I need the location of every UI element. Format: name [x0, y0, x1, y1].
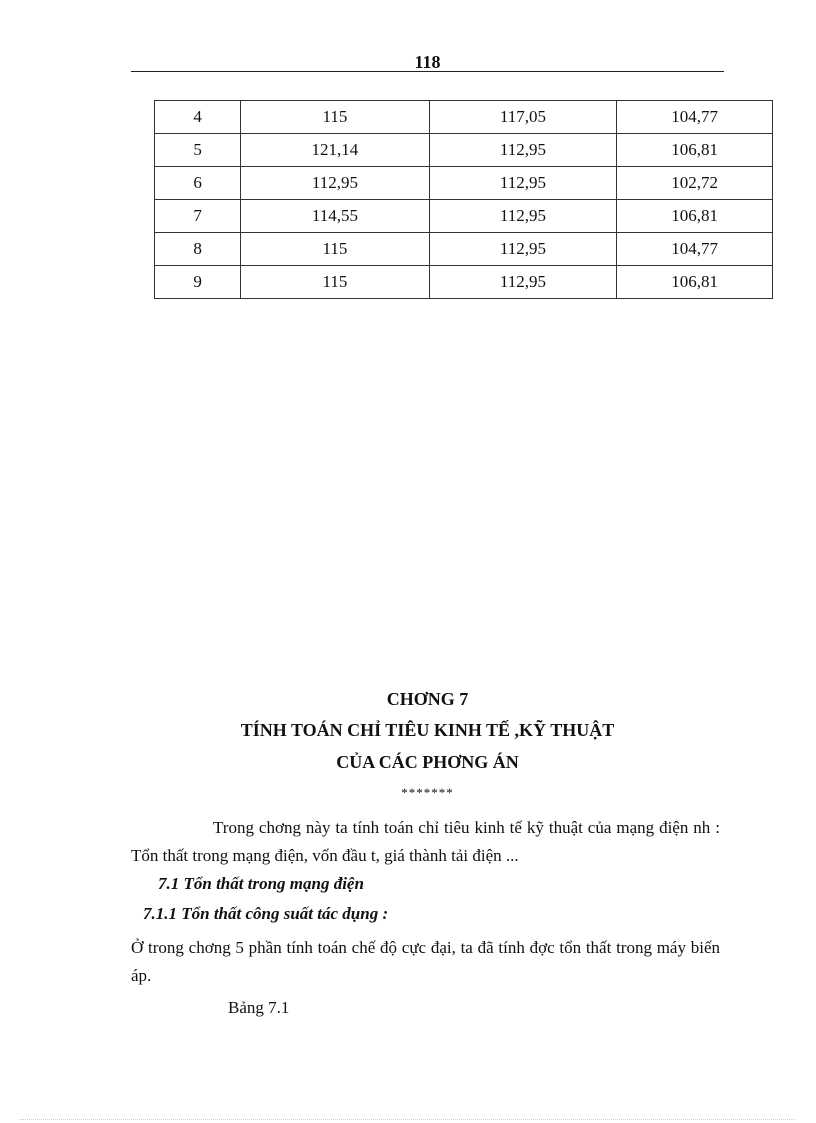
chapter-separator: ******* — [401, 785, 454, 800]
chapter-title-line-2: CỦA CÁC PHƠNG ÁN — [336, 752, 519, 772]
section-heading: 7.1 Tổn thất trong mạng điện — [158, 874, 364, 893]
table-cell: 112,95 — [429, 200, 616, 233]
intro-paragraph: Trong chơng này ta tính toán chỉ tiêu kinh tế kỹ thuật của mạng điện nh : Tổn thất trong mạng điện, vốn đầu t, giá thành tải điện ... — [131, 818, 720, 865]
table-row — [155, 101, 773, 134]
chapter-title-line-1: TÍNH TOÁN CHỈ TIÊU KINH TẾ ,KỸ THUẬT — [240, 720, 615, 740]
table-caption: Bảng 7.1 — [228, 998, 290, 1017]
table-cell: 115 — [241, 101, 429, 134]
table-cell: 104,77 — [617, 101, 773, 134]
table-cell: 106,81 — [617, 134, 773, 167]
table-cell: 9 — [155, 266, 241, 299]
page-number: 118 — [414, 52, 441, 72]
table-cell: 4 — [155, 101, 241, 134]
table-cell: 8 — [155, 233, 241, 266]
table-cell: 7 — [155, 200, 241, 233]
table-cell: 115 — [241, 266, 429, 299]
table-cell: 112,95 — [429, 134, 616, 167]
table-cell: 106,81 — [617, 200, 773, 233]
table-cell: 112,95 — [429, 233, 616, 266]
table-cell: 6 — [155, 167, 241, 200]
body-paragraph: Ở trong chơng 5 phần tính toán chế độ cực đại, ta đã tính đợc tổn thất trong máy biến áp. — [131, 938, 720, 985]
table-cell: 114,55 — [241, 200, 429, 233]
table-cell: 5 — [155, 134, 241, 167]
chapter-label: CHƠNG 7 — [386, 689, 469, 709]
table-cell: 121,14 — [241, 134, 429, 167]
table-row — [155, 266, 773, 299]
table-cell: 102,72 — [617, 167, 773, 200]
table-cell: 115 — [241, 233, 429, 266]
table-row — [155, 134, 773, 167]
table-cell: 112,95 — [429, 167, 616, 200]
subsection-heading: 7.1.1 Tổn thất công suất tác dụng : — [143, 904, 389, 923]
data-table — [154, 100, 773, 299]
table-row — [155, 233, 773, 266]
table-cell: 117,05 — [429, 101, 616, 134]
table-cell: 112,95 — [241, 167, 429, 200]
table-cell: 106,81 — [617, 266, 773, 299]
table-row — [155, 167, 773, 200]
header-divider — [131, 71, 724, 72]
page-bottom-edge — [20, 1119, 796, 1120]
table-cell: 104,77 — [617, 233, 773, 266]
table-row — [155, 200, 773, 233]
table-cell: 112,95 — [429, 266, 616, 299]
